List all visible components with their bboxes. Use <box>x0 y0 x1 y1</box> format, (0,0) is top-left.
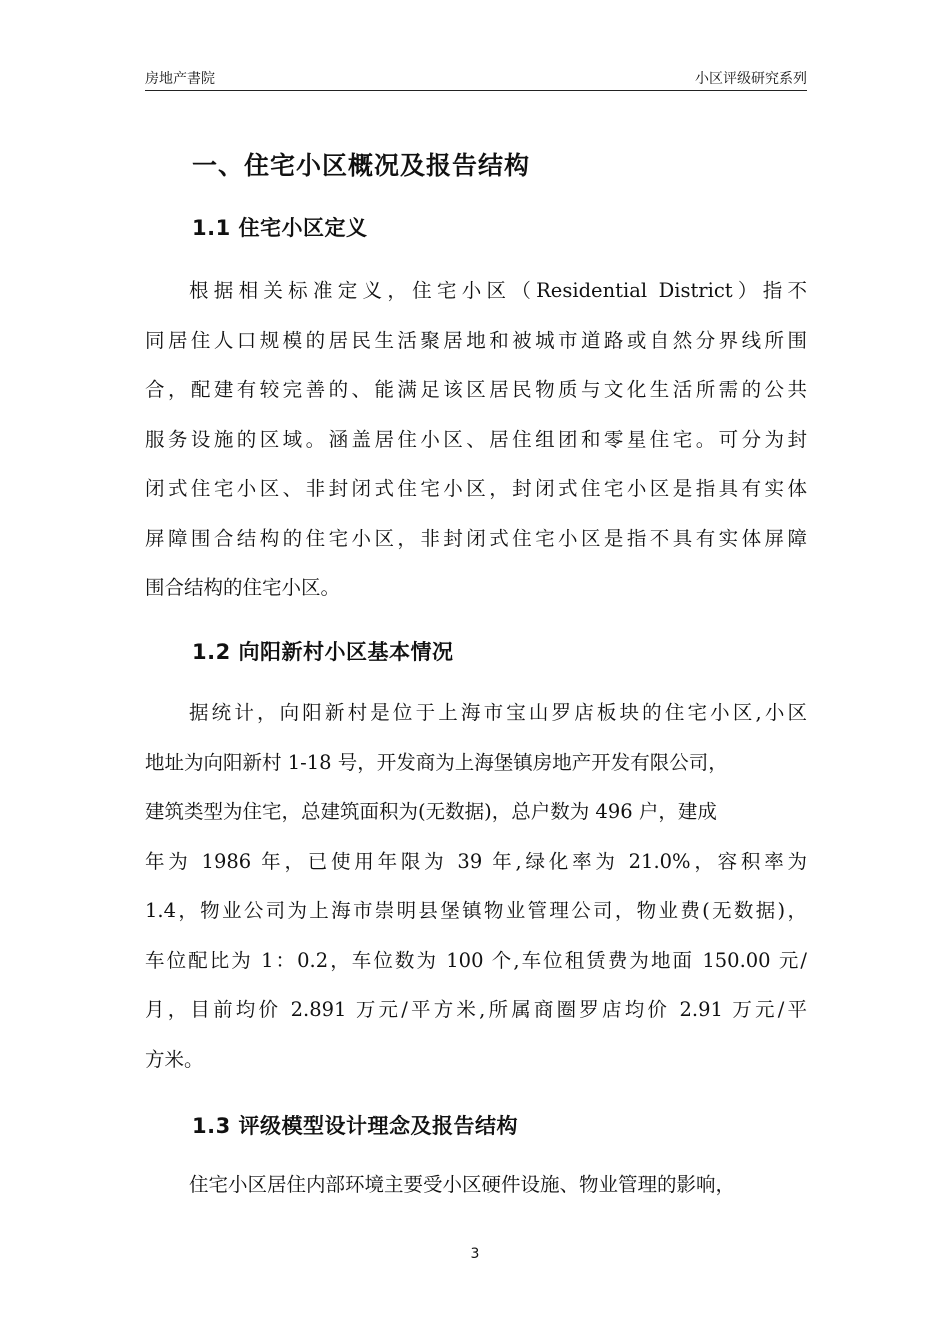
paragraph-line: 合，配建有较完善的、能满足该区居民物质与文化生活所需的公共 <box>145 378 807 401</box>
paragraph-line: 月，目前均价 2.891 万元/平方米,所属商圈罗店均价 2.91 万元/平 <box>145 998 807 1021</box>
page-number: 3 <box>470 1246 480 1262</box>
paragraph-line: 建筑类型为住宅，总建筑面积为(无数据)，总户数为 496 户，建成 <box>145 800 717 823</box>
paragraph-line: 据统计，向阳新村是位于上海市宝山罗店板块的住宅小区,小区 <box>189 701 807 724</box>
section-heading-1-2: 1.2 向阳新村小区基本情况 <box>192 640 454 664</box>
chapter-heading: 一、住宅小区概况及报告结构 <box>192 151 531 180</box>
header-right-title: 小区评级研究系列 <box>695 71 807 87</box>
paragraph-line: 地址为向阳新村 1-18 号，开发商为上海堡镇房地产开发有限公司， <box>145 750 728 774</box>
paragraph-line: 车位配比为 1：0.2，车位数为 100 个,车位租赁费为地面 150.00 元/ <box>145 948 807 972</box>
paragraph-line: 服务设施的区域。涵盖居住小区、居住组团和零星住宅。可分为封 <box>145 427 807 451</box>
paragraph-line: 屏障围合结构的住宅小区，非封闭式住宅小区是指不具有实体屏障 <box>145 526 807 550</box>
paragraph-line: 围合结构的住宅小区。 <box>145 576 341 599</box>
section-1-3-paragraph <box>145 1160 807 1210</box>
section-1-1-paragraph <box>145 266 807 613</box>
header-left-title: 房地产書院 <box>145 71 215 87</box>
paragraph-line: 1.4，物业公司为上海市崇明县堡镇物业管理公司，物业费(无数据)， <box>145 899 807 922</box>
paragraph-line: 年为 1986 年，已使用年限为 39 年,绿化率为 21.0%，容积率为 <box>145 849 807 873</box>
paragraph-line: 住宅小区居住内部环境主要受小区硬件设施、物业管理的影响， <box>189 1173 736 1196</box>
section-heading-1-3: 1.3 评级模型设计理念及报告结构 <box>192 1114 519 1138</box>
paragraph-line: 方米。 <box>145 1047 204 1071</box>
section-heading-1-1: 1.1 住宅小区定义 <box>192 216 368 240</box>
paragraph-line: 闭式住宅小区、非封闭式住宅小区，封闭式住宅小区是指具有实体 <box>145 477 807 500</box>
section-1-2-paragraph <box>145 688 807 1084</box>
paragraph-line: 同居住人口规模的居民生活聚居地和被城市道路或自然分界线所围 <box>145 328 807 352</box>
page-header <box>145 66 807 91</box>
paragraph-line: 根据相关标准定义，住宅小区（Residential District）指不 <box>189 279 807 302</box>
